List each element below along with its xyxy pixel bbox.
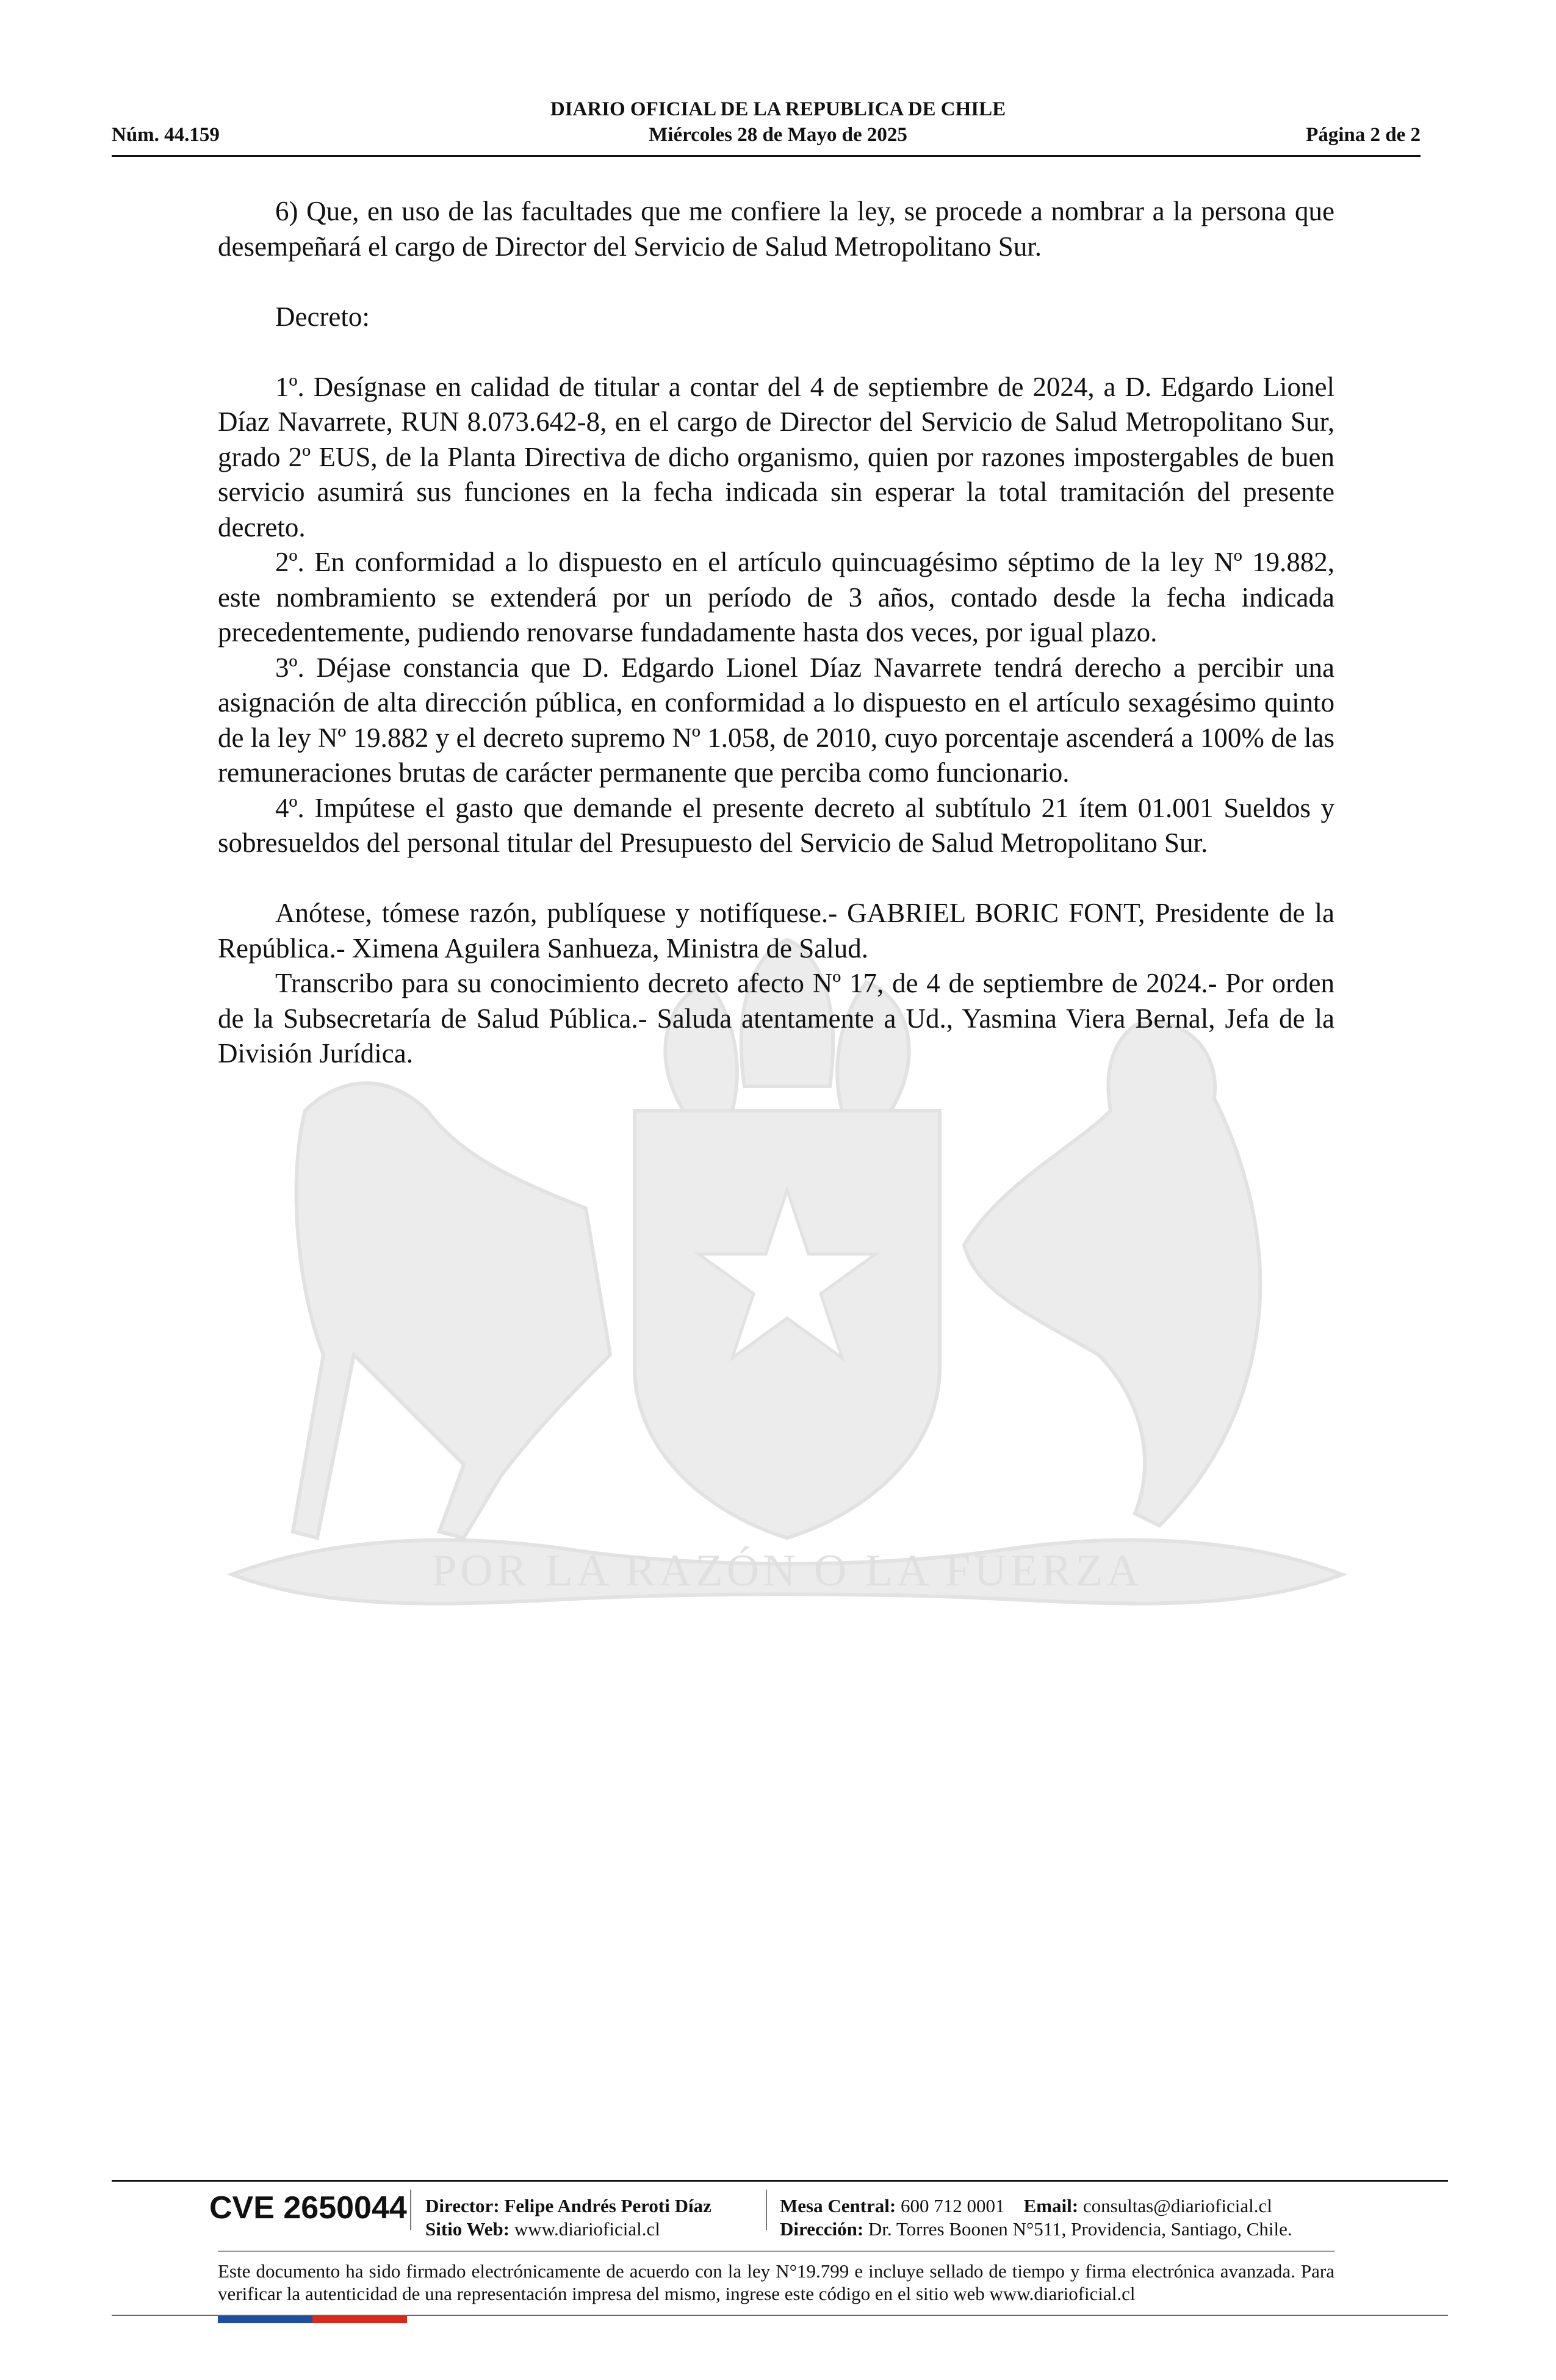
paragraph-decreto-heading: Decreto: xyxy=(275,301,370,332)
cve-code: CVE 2650044 xyxy=(209,2190,407,2226)
decree-body xyxy=(218,194,1334,1072)
header-rule xyxy=(112,155,1421,157)
issue-date: Miércoles 28 de Mayo de 2025 xyxy=(649,124,907,146)
paragraph-considerando-6: 6) Que, en uso de las facultades que me confiere la ley, se procede a nombrar a la persona que desempeñará el cargo de Director del Servicio de Salud Metropolitano Sur. xyxy=(218,196,1334,262)
footer-contact-block xyxy=(780,2194,1292,2241)
issue-number: Núm. 44.159 xyxy=(112,124,220,146)
paragraph-article-2: 2º. En conformidad a lo dispuesto en el artículo quincuagésimo séptimo de la ley Nº 19.882, este nombramiento se extenderá por un período de 3 años, contado desde la fecha indicada precedentemente, pudiendo renovarse fundadamente hasta dos veces, por igual plazo. xyxy=(218,547,1334,647)
footer-separator xyxy=(766,2190,767,2230)
email-label: Email: xyxy=(1023,2195,1079,2216)
website-label: Sitio Web: xyxy=(425,2218,510,2240)
paragraph-transcription: Transcribo para su conocimiento decreto afecto Nº 17, de 4 de septiembre de 2024.- Por orden de la Subsecretaría de Salud Pública.- Saluda atentamente a Ud., Yasmina Viera Bernal, Jefa de la División Jurídica. xyxy=(218,968,1334,1069)
gazette-title: DIARIO OFICIAL DE LA REPUBLICA DE CHILE xyxy=(550,98,1006,120)
paragraph-article-4: 4º. Impútese el gasto que demande el presente decreto al subtítulo 21 ítem 01.001 Sueldos y sobresueldos del personal titular del Presupuesto del Servicio de Salud Metropolitano Sur. xyxy=(218,792,1334,858)
footer-rule-top xyxy=(112,2180,1448,2182)
coat-of-arms-motto: POR LA RAZÓN O LA FUERZA xyxy=(431,1546,1143,1596)
paragraph-article-1: 1º. Desígnase en calidad de titular a contar del 4 de septiembre de 2024, a D. Edgardo Lionel Díaz Navarrete, RUN 8.073.642-8, en el cargo de Director del Servicio de Salud Metropolitano Sur, grado 2º EUS, de la Planta Directiva de dicho organismo, quien por razones impostergables de buen servicio asumirá sus funciones en la fecha indicada sin esperar la total tramitación del presente decreto. xyxy=(218,371,1334,543)
director-name: Felipe Andrés Peroti Díaz xyxy=(504,2195,711,2216)
page-number: Página 2 de 2 xyxy=(1306,124,1421,146)
footer-director-block xyxy=(425,2194,711,2241)
electronic-signature-notice: Este documento ha sido firmado electrónicamente de acuerdo con la ley N°19.799 e incluye sellado de tiempo y firma electrónica avanzada. Para verificar la autenticidad de una representación impresa del mismo, ingrese este código en el sitio web www.diarioficial.cl xyxy=(218,2260,1334,2304)
director-label: Director: xyxy=(425,2195,500,2216)
footer-rule-middle xyxy=(218,2251,1334,2252)
flag-stripe-red xyxy=(312,2316,407,2323)
flag-stripe-blue xyxy=(218,2316,312,2323)
website-link[interactable]: www.diarioficial.cl xyxy=(514,2218,660,2240)
address-value: Dr. Torres Boonen N°511, Providencia, Santiago, Chile. xyxy=(868,2218,1292,2240)
footer-separator xyxy=(410,2190,411,2230)
phone-value: 600 712 0001 xyxy=(901,2195,1005,2216)
phone-label: Mesa Central: xyxy=(780,2195,896,2216)
paragraph-article-3: 3º. Déjase constancia que D. Edgardo Lionel Díaz Navarrete tendrá derecho a percibir una asignación de alta dirección pública, en conformidad a lo dispuesto en el artículo sexagésimo quinto de la ley Nº 19.882 y el decreto supremo Nº 1.058, de 2010, cuyo porcentaje ascenderá a 100% de las remuneraciones brutas de carácter permanente que perciba como funcionario. xyxy=(218,652,1334,788)
paragraph-signatures: Anótese, tómese razón, publíquese y notifíquese.- GABRIEL BORIC FONT, Presidente de la República.- Ximena Aguilera Sanhueza, Ministra de Salud. xyxy=(218,898,1334,964)
address-label: Dirección: xyxy=(780,2218,864,2240)
email-link[interactable]: consultas@diarioficial.cl xyxy=(1082,2195,1272,2216)
